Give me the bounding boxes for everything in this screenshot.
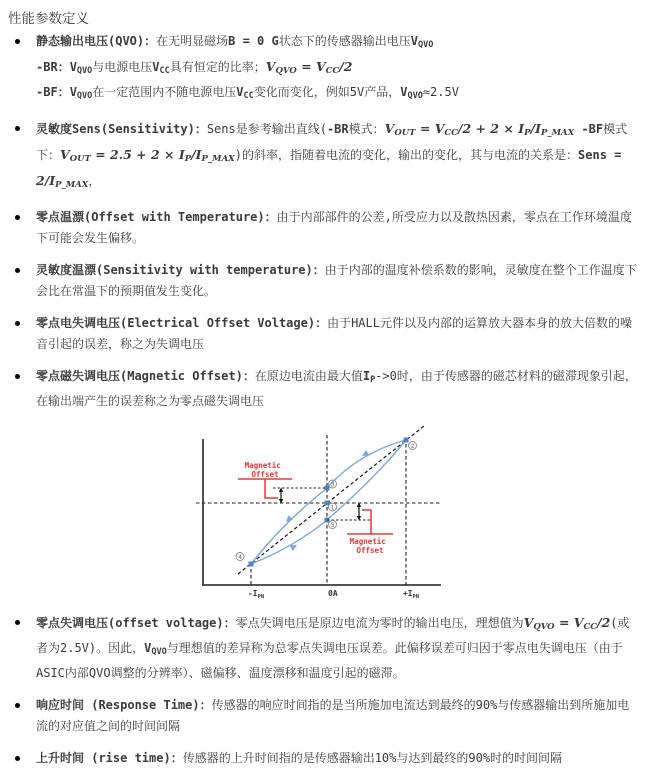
magnetic-offset-annotation-lower [347, 510, 393, 555]
text-segment: -BR： [36, 60, 70, 74]
bullet-paragraph [8, 260, 638, 302]
text-segment: /I [530, 121, 541, 136]
bullet-paragraph [8, 118, 638, 196]
text-segment: V [410, 34, 418, 48]
bullet-dot [15, 703, 20, 708]
bullet-paragraph [8, 612, 638, 684]
text-segment: 模式下： [36, 122, 628, 162]
text-segment: 在一定范围内不随电源电压 [92, 85, 237, 99]
svg-text:1: 1 [330, 504, 335, 512]
text-segment: V [69, 85, 77, 99]
bullet-list-top [8, 31, 638, 412]
text-segment: V [60, 147, 70, 162]
text-segment: V [236, 85, 244, 99]
bullet-list-bottom [8, 612, 638, 769]
x-label-zero: 0A [328, 589, 338, 598]
bullet-item-rise-time [8, 748, 638, 769]
text-segment: V [265, 59, 276, 74]
magnetic-offset-label-line1: Magnetic [349, 537, 386, 546]
page-title: 性能参数定义 [8, 11, 89, 27]
text-segment: QVO [76, 91, 93, 101]
text-segment: (或者为2.5V)。因此， [36, 616, 630, 655]
svg-text:2: 2 [410, 442, 415, 450]
text-segment: 具有恒定的比率； [169, 60, 266, 74]
text-segment: OUT [69, 154, 91, 164]
text-segment: OUT [394, 128, 416, 138]
point-label-1 [329, 503, 337, 511]
text-segment: P [370, 375, 376, 385]
bullet-item-sensitivity [8, 118, 638, 196]
text-segment: CC [583, 622, 598, 632]
text-segment: QVO [275, 66, 297, 76]
text-segment: 由于HALL元件以及内部的运算放大器本身的放大倍数的噪音引起的误差，称之为失调电压 [36, 316, 632, 351]
text-segment: 由于内部的温度补偿系数的影响，灵敏度在整个工作温度下会比在常温下的预期值发生变化。 [36, 263, 637, 298]
point-label-2 [409, 442, 417, 450]
text-segment: 传感器的响应时间指的是当所施加电流达到最终的90%与传感器输出到所施加电流的对应值之间的时间间隔 [36, 698, 630, 733]
bullet-paragraph [8, 366, 638, 412]
text-segment: V [69, 60, 77, 74]
bullet-paragraph [8, 748, 638, 769]
text-segment: 在原边电流由最大值 [254, 369, 363, 383]
text-segment: P [184, 154, 192, 164]
bullet-item-qvo [8, 31, 638, 107]
text-segment: V [152, 60, 160, 74]
ideal-transfer-line [238, 426, 424, 574]
bullet-dot [15, 215, 20, 220]
svg-text:3: 3 [330, 481, 335, 489]
magnetic-offset-diagram [195, 423, 450, 599]
bullet-dot [15, 620, 20, 625]
text-segment: 静态输出电压(QVO)： [36, 34, 157, 48]
text-segment: /2 [339, 59, 353, 74]
text-segment: Sens是参考输出直线( [206, 122, 327, 136]
text-segment: ≈2.5V [422, 85, 459, 99]
point-marker-4 [249, 562, 254, 567]
text-segment: CC [243, 91, 254, 101]
text-segment: 灵敏度温漂(Sensitivity with temperature)： [36, 263, 325, 277]
text-segment: P [524, 128, 531, 138]
point-marker-2 [404, 438, 409, 443]
svg-text:4: 4 [238, 553, 242, 561]
text-segment: 2/I [36, 173, 56, 188]
text-segment: = 2.5 + 2 × I [90, 147, 185, 162]
text-segment: /2 + 2 × I [457, 121, 525, 136]
text-segment: -BF [581, 122, 604, 136]
text-segment: 响应时间 (Response Time)： [36, 698, 212, 712]
bullet-item-sensitivity-with-temperature [8, 260, 638, 302]
bullet-item-response-time [8, 695, 638, 737]
bullet-item-electrical-offset-voltage [8, 313, 638, 355]
svg-text:Magnetic Offset [245, 461, 286, 479]
bullet-paragraph [8, 207, 638, 249]
text-segment: 传感器的上升时间指的是传感器输出10%与达到最终的90%时的时间间隔 [182, 751, 563, 765]
bullet-dot [15, 268, 20, 273]
bullet-paragraph [8, 695, 638, 737]
text-segment: = V [415, 121, 445, 136]
text-segment: B = 0 G [228, 34, 279, 48]
text-segment: 模式： [348, 122, 385, 136]
text-segment: Sens = [578, 148, 622, 162]
bullet-paragraph [8, 31, 638, 56]
text-segment: 零点失调电压(offset voltage)： [36, 616, 236, 630]
magnetic-offset-label-line2: Offset [356, 546, 384, 555]
text-segment: V [384, 121, 395, 136]
text-segment: CC [325, 66, 340, 76]
bullet-dot [15, 756, 20, 761]
bullet-item-magnetic-offset [8, 366, 638, 412]
magnetic-offset-annotation-upper [238, 461, 292, 498]
text-segment: QVO [417, 40, 434, 50]
bullet-dot [15, 126, 20, 131]
text-segment: 状态下的传感器输出电压 [278, 34, 411, 48]
bullet-dot [15, 39, 20, 44]
text-segment: 零点磁失调电压(Magnetic Offset)： [36, 369, 255, 383]
text-segment: -BR [326, 122, 349, 136]
bullet-item-offset-with-temperature [8, 207, 638, 249]
text-segment: /I [191, 147, 202, 162]
text-segment: 零点电失调电压(Electrical Offset Voltage)： [36, 316, 328, 330]
bullet-dot [15, 374, 20, 379]
text-segment: 零点温漂(Offset with Temperature)： [36, 210, 277, 224]
text-segment: 与理想值的差异称为总零点失调电压误差。此偏移误差可归因于零点电失调电压（由于ASIC内部QVO调整的分辨率）、磁偏移、温度漂移和温度引起的磁滞。 [36, 641, 623, 680]
text-segment: ， [88, 174, 101, 188]
x-label-pos-ipn: $+I_{PN}$ [402, 589, 420, 600]
text-segment: 零点失调电压是原边电流为零时的输出电压，理想值为 [235, 616, 524, 630]
text-segment: V [144, 641, 152, 655]
text-segment: QVO [151, 647, 167, 657]
text-segment: P_MAX [540, 128, 575, 138]
text-segment: P_MAX [55, 180, 89, 190]
text-segment: 由于内部部件的公差,所受应力以及散热因素，零点在工作环境温度下可能会发生偏移。 [36, 210, 632, 245]
sub-paragraph [8, 82, 638, 107]
text-segment: CC [159, 66, 170, 76]
bullet-dot [15, 321, 20, 326]
bullet-item-offset-voltage [8, 612, 638, 684]
svg-text:5: 5 [330, 521, 335, 529]
text-segment: 变化而变化，例如5V产品， [253, 85, 401, 99]
text-segment: QVO [533, 622, 555, 632]
text-segment: = V [554, 615, 584, 630]
x-label-neg-ipn: $-I_{PN}$ [247, 589, 265, 600]
text-segment: QVO [407, 91, 423, 101]
bullet-paragraph [8, 313, 638, 355]
text-segment: = V [296, 59, 326, 74]
text-segment: 与电源电压 [92, 60, 153, 74]
magnetic-offset-figure [8, 423, 638, 599]
text-segment: 灵敏度Sens(Sensitivity)： [36, 122, 207, 136]
lower-offset-arrow [357, 503, 361, 521]
point-label-4 [236, 553, 244, 561]
text-segment: V [400, 85, 408, 99]
text-segment: I [362, 369, 371, 383]
text-segment: )的斜率，指随着电流的变化，输出的变化，其与电流的关系是： [234, 148, 579, 162]
text-segment: V [523, 615, 534, 630]
text-segment: ->0时，由于传感器的磁芯材料的磁滞现象引起，在输出端产生的误差称之为零点磁失调电压 [36, 369, 637, 408]
upper-offset-arrow [279, 488, 283, 504]
text-segment: /2 [597, 615, 611, 630]
magnetic-offset-label-line2: Offset [251, 470, 279, 479]
text-segment: 上升时间 (rise time)： [36, 751, 183, 765]
text-segment: 在无明显磁场 [156, 34, 229, 48]
svg-text:Magnetic Offset [350, 537, 391, 555]
text-segment: P_MAX [201, 154, 235, 164]
text-segment: CC [444, 128, 458, 138]
magnetic-offset-label-line1: Magnetic [244, 461, 281, 470]
text-segment: QVO [76, 66, 93, 76]
point-label-5 [329, 521, 337, 529]
sub-paragraph [8, 56, 638, 82]
text-segment: -BF： [36, 85, 70, 99]
